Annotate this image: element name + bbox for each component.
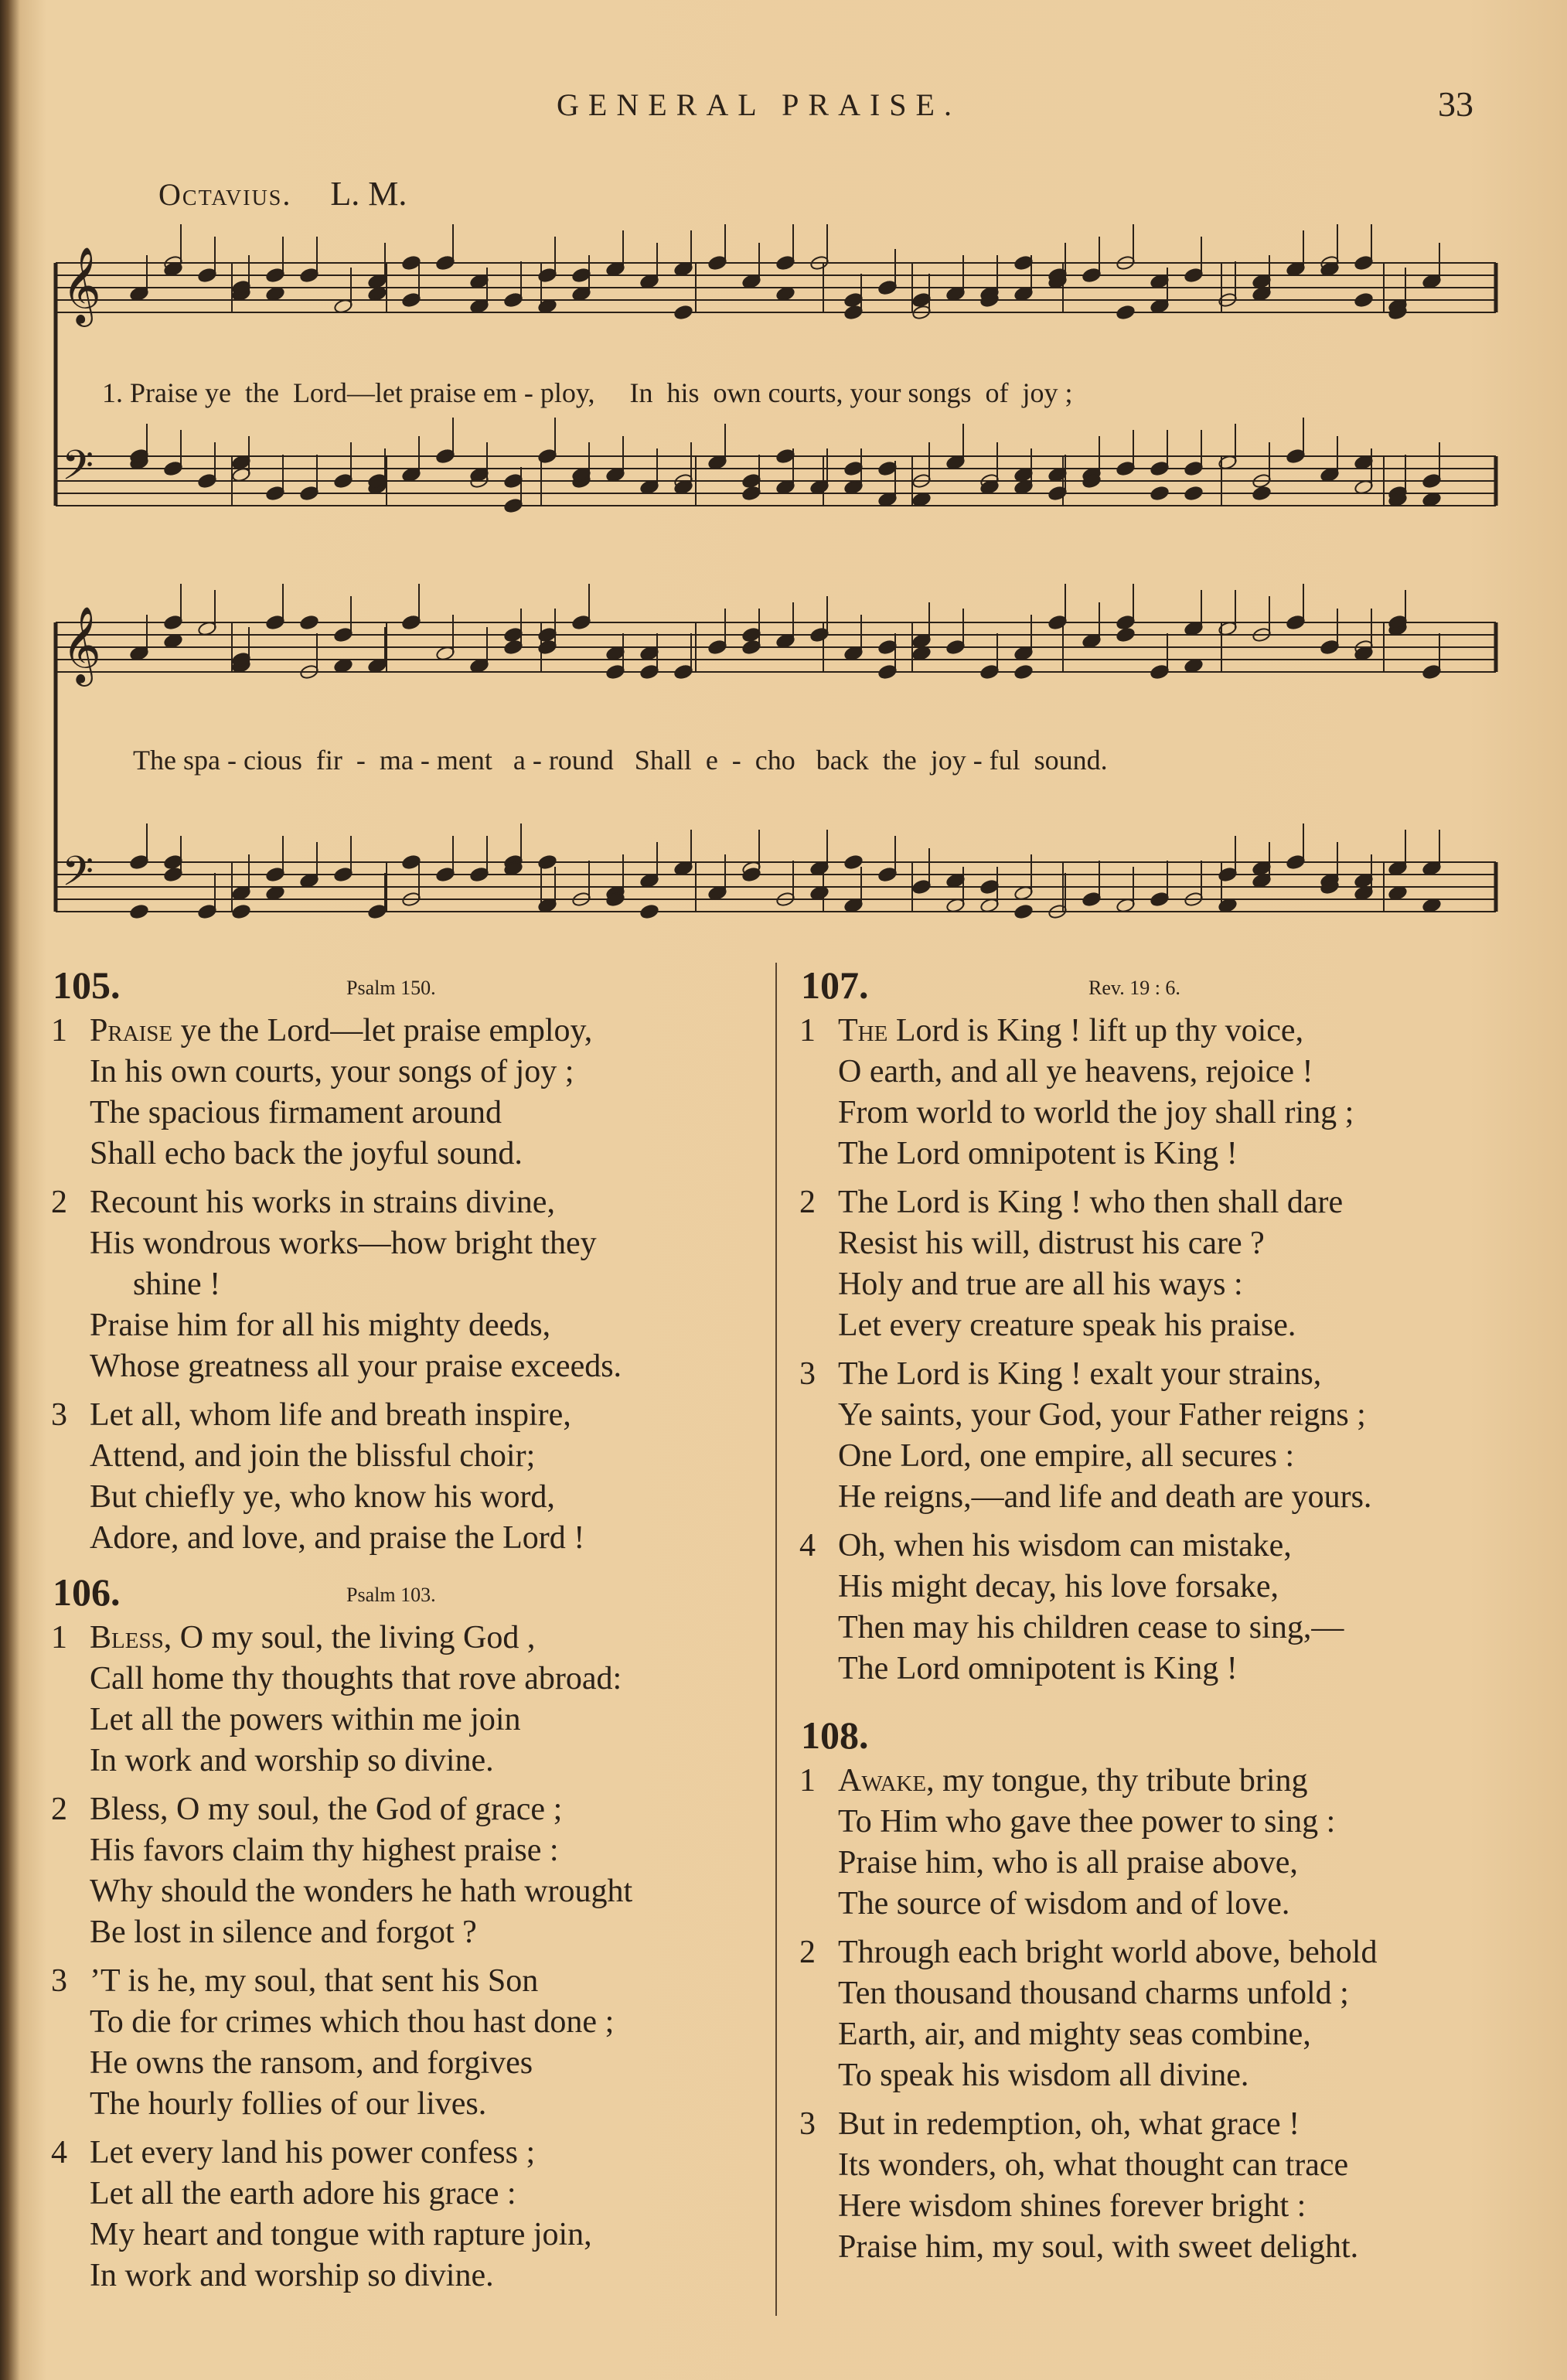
verse-line: Let all the earth adore his grace : xyxy=(90,2176,516,2211)
note-head xyxy=(979,664,999,680)
note-head xyxy=(1116,627,1135,643)
hymn-107 xyxy=(796,963,1515,1690)
note-head xyxy=(1013,664,1033,680)
stanza-number: 1 xyxy=(799,1763,816,1799)
stanza-number: 3 xyxy=(799,2106,816,2142)
verse-line: Let every creature speak his praise. xyxy=(838,1308,1296,1343)
stanza xyxy=(48,1182,767,1387)
note-head xyxy=(877,867,897,883)
note-head xyxy=(707,255,727,271)
hymn-source: Rev. 19 : 6. xyxy=(1088,977,1180,999)
note-head xyxy=(265,486,284,502)
stanza-number: 2 xyxy=(51,1185,67,1220)
note-head xyxy=(197,268,216,284)
note-head xyxy=(265,615,284,631)
note-head xyxy=(265,867,284,883)
verse-line: Its wonders, oh, what thought can trace xyxy=(838,2147,1349,2183)
note-head xyxy=(809,627,829,643)
note-head xyxy=(911,292,931,309)
hymn-number: 108. xyxy=(801,1713,869,1757)
note-head xyxy=(877,461,897,477)
verse-line: Let all, whom life and breath inspire, xyxy=(90,1397,571,1433)
note-head xyxy=(197,473,216,489)
treble-clef-icon: 𝄞 xyxy=(62,606,101,684)
verse-line: But chiefly ye, who know his word, xyxy=(90,1479,555,1515)
note-head xyxy=(503,627,523,643)
note-head xyxy=(843,305,863,321)
verse-line: My heart and tongue with rapture join, xyxy=(90,2217,592,2252)
note-head xyxy=(163,867,182,883)
note-head xyxy=(1150,461,1169,477)
note-head xyxy=(469,867,489,883)
first-word: Bless, xyxy=(90,1620,172,1655)
note-head xyxy=(1184,461,1203,477)
stanza xyxy=(796,1526,1515,1690)
stanza-number: 3 xyxy=(799,1356,816,1392)
verse-line: ’T is he, my soul, that sent his Son xyxy=(90,1963,539,1999)
note-head xyxy=(673,305,693,321)
note-head xyxy=(1422,664,1441,680)
note-head xyxy=(1354,292,1373,309)
verse-line: In his own courts, your songs of joy ; xyxy=(90,1054,574,1089)
verse-line: In work and worship so divine. xyxy=(90,2258,494,2293)
verse-line: Recount his works in strains divine, xyxy=(90,1185,555,1220)
stanza xyxy=(48,1395,767,1559)
note-head xyxy=(435,255,455,271)
note-head xyxy=(979,879,999,895)
stanza-number: 1 xyxy=(51,1013,67,1048)
verse-line: But in redemption, oh, what grace ! xyxy=(838,2106,1300,2142)
note-head xyxy=(129,854,148,871)
note-head xyxy=(1048,486,1067,502)
stanza-number: 1 xyxy=(799,1013,816,1048)
stanza-number: 2 xyxy=(51,1792,67,1827)
verse-line: Let all the powers within me join xyxy=(90,1702,521,1737)
verse-line: His wondrous works—how bright they xyxy=(90,1226,597,1261)
verse-text: O my soul, the living God , xyxy=(179,1620,536,1655)
verse-line: His favors claim thy highest praise : xyxy=(90,1833,559,1868)
note-head xyxy=(1184,486,1203,502)
stanza-number: 1 xyxy=(51,1620,67,1655)
note-head xyxy=(1150,486,1169,502)
hymn-head xyxy=(48,963,767,1011)
note-head xyxy=(911,879,931,895)
note-head xyxy=(741,486,761,502)
note-head xyxy=(163,615,182,631)
right-column xyxy=(796,963,1515,2279)
note-head xyxy=(333,473,353,489)
verse-line: Oh, when his wisdom can mistake, xyxy=(838,1528,1292,1563)
stanza xyxy=(796,1011,1515,1175)
verse-line: The spacious firmament around xyxy=(90,1095,502,1130)
note-head xyxy=(673,664,693,680)
verse-line: Holy and true are all his ways : xyxy=(838,1267,1243,1302)
stanza xyxy=(48,1789,767,1953)
note-head xyxy=(877,664,897,680)
note-head xyxy=(571,615,591,631)
verse-line: Why should the wonders he hath wrought xyxy=(90,1874,633,1909)
note-head xyxy=(367,904,387,920)
verse-line: Be lost in silence and forgot ? xyxy=(90,1915,477,1950)
first-word: Awake, xyxy=(838,1763,935,1799)
hymn-number: 106. xyxy=(53,1570,121,1614)
note-head xyxy=(605,664,625,680)
note-head xyxy=(843,292,863,309)
note-head xyxy=(1116,615,1135,631)
stanza xyxy=(796,1182,1515,1346)
note-head xyxy=(639,904,659,920)
verse-line: He owns the ransom, and forgives xyxy=(90,2045,533,2081)
verse-line: Praise him, who is all praise above, xyxy=(838,1845,1298,1880)
note-head xyxy=(401,854,421,871)
note-head xyxy=(265,268,284,284)
note-head xyxy=(1150,892,1169,908)
note-head xyxy=(129,904,148,920)
verse-text: Lord is King ! lift up thy voice, xyxy=(895,1013,1304,1048)
first-word: The xyxy=(838,1013,888,1048)
note-head xyxy=(1286,448,1305,465)
note-head xyxy=(299,486,319,502)
note-head xyxy=(1252,486,1271,502)
verse-line: Let every land his power confess ; xyxy=(90,2135,536,2170)
note-head xyxy=(571,268,591,284)
stanza-number: 4 xyxy=(799,1528,816,1563)
note-head xyxy=(1150,664,1169,680)
note-head xyxy=(299,268,319,284)
verse-line: Ten thousand thousand charms unfold ; xyxy=(838,1976,1349,2011)
note-head xyxy=(503,498,523,514)
note-head xyxy=(877,280,897,296)
note-head xyxy=(503,473,523,489)
note-head xyxy=(435,867,455,883)
column-divider xyxy=(775,963,777,2316)
note-head xyxy=(843,854,863,871)
verse-line: Through each bright world above, behold xyxy=(838,1935,1378,1970)
hymn-108 xyxy=(796,1713,1515,2268)
stanza xyxy=(796,1761,1515,1925)
hymn-head xyxy=(796,1713,1515,1761)
verse-line: The Lord omnipotent is King ! xyxy=(838,1651,1238,1686)
verse-line: To die for crimes which thou hast done ; xyxy=(90,2004,615,2040)
stanza xyxy=(796,1932,1515,2096)
verse-line: O earth, and all ye heavens, rejoice ! xyxy=(838,1054,1313,1089)
verse-line: Here wisdom shines forever bright : xyxy=(838,2188,1306,2224)
note-head xyxy=(877,639,897,656)
note-head xyxy=(163,854,182,871)
note-head xyxy=(1013,255,1033,271)
verse-line: Adore, and love, and praise the Lord ! xyxy=(90,1520,585,1556)
note-head xyxy=(197,904,216,920)
stanza-number: 2 xyxy=(799,1935,816,1970)
hymn-105 xyxy=(48,963,767,1559)
stanza xyxy=(48,1961,767,2125)
note-head xyxy=(741,639,761,656)
verse-line: The hourly follies of our lives. xyxy=(90,2086,487,2122)
verse-line: Earth, air, and mighty seas combine, xyxy=(838,2017,1311,2052)
notes xyxy=(129,224,1441,919)
note-head xyxy=(1013,904,1033,920)
hymn-number: 107. xyxy=(801,963,869,1007)
verse-line: Resist his will, distrust his care ? xyxy=(838,1226,1265,1261)
note-head xyxy=(401,255,421,271)
note-head xyxy=(1286,854,1305,871)
bass-clef-icon: 𝄢 xyxy=(62,848,94,905)
verse-line xyxy=(48,1618,767,1659)
note-head xyxy=(741,627,761,643)
running-title: GENERAL PRAISE. xyxy=(557,87,961,122)
note-head xyxy=(503,639,523,656)
verse-line: From world to world the joy shall ring ; xyxy=(838,1095,1354,1130)
verse-line: Bless, O my soul, the God of grace ; xyxy=(90,1792,563,1827)
verse-line: The Lord is King ! who then shall dare xyxy=(838,1185,1344,1220)
note-head xyxy=(1116,305,1135,321)
verse-line: Call home thy thoughts that rove abroad: xyxy=(90,1661,622,1696)
note-head xyxy=(299,615,319,631)
tune-meter: L. M. xyxy=(330,175,407,213)
hymn-source: Psalm 103. xyxy=(346,1584,436,1606)
lyrics-line-2: The spa - cious fir - ma - ment a - round Shall e - cho back the joy - ful sound. xyxy=(133,745,1108,776)
note-head xyxy=(333,627,353,643)
note-head xyxy=(1082,892,1101,908)
clefs xyxy=(62,247,101,905)
verse-line: In work and worship so divine. xyxy=(90,1743,494,1778)
music-score xyxy=(0,0,1567,951)
verse-line: shine ! xyxy=(133,1267,221,1302)
verse-line: Whose greatness all your praise exceeds. xyxy=(90,1349,622,1384)
note-head xyxy=(1048,615,1067,631)
stanza xyxy=(48,1011,767,1175)
verse-line xyxy=(796,1011,1515,1052)
verse-line: Attend, and join the blissful choir; xyxy=(90,1438,536,1474)
note-head xyxy=(707,639,727,656)
hymn-head xyxy=(48,1570,767,1618)
stanza-number: 3 xyxy=(51,1963,67,1999)
note-head xyxy=(401,615,421,631)
stanza-number: 3 xyxy=(51,1397,67,1433)
verse-line: He reigns,—and life and death are yours. xyxy=(838,1479,1372,1515)
note-head xyxy=(1184,268,1203,284)
verse-line: One Lord, one empire, all secures : xyxy=(838,1438,1295,1474)
note-head xyxy=(775,448,795,465)
hymn-head xyxy=(796,963,1515,1011)
note-head xyxy=(945,639,965,656)
staff-lines xyxy=(56,263,1496,912)
stanza xyxy=(796,1354,1515,1518)
verse-line: Then may his children cease to sing,— xyxy=(838,1610,1344,1645)
verse-line: Shall echo back the joyful sound. xyxy=(90,1136,523,1171)
note-head xyxy=(1422,473,1441,489)
verse-line: To speak his wisdom all divine. xyxy=(838,2058,1249,2093)
note-head xyxy=(843,461,863,477)
verse-line xyxy=(48,1011,767,1052)
verse-line xyxy=(796,1761,1515,1802)
note-head xyxy=(1320,639,1339,656)
stanza xyxy=(48,2133,767,2296)
tune-name: Octavius. xyxy=(158,177,292,212)
note-head xyxy=(741,473,761,489)
note-head xyxy=(1354,255,1373,271)
note-head xyxy=(163,461,182,477)
note-head xyxy=(503,292,523,309)
first-word: Praise xyxy=(90,1013,173,1048)
note-head xyxy=(639,664,659,680)
hymn-106 xyxy=(48,1570,767,2296)
verse-line: The Lord omnipotent is King ! xyxy=(838,1136,1238,1171)
verse-line: The Lord is King ! exalt your strains, xyxy=(838,1356,1322,1392)
note-head xyxy=(1286,615,1305,631)
hymn-source: Psalm 150. xyxy=(346,977,436,999)
verse-line: His might decay, his love forsake, xyxy=(838,1569,1279,1604)
note-head xyxy=(775,255,795,271)
lyrics-line-1: 1. Praise ye the Lord—let praise em - ploy, In his own courts, your songs of joy ; xyxy=(102,377,1073,408)
bass-clef-icon: 𝄢 xyxy=(62,442,94,500)
treble-clef-icon: 𝄞 xyxy=(62,247,101,324)
note-head xyxy=(333,867,353,883)
note-head xyxy=(435,448,455,465)
note-head xyxy=(401,292,421,309)
stanza xyxy=(796,2104,1515,2268)
verse-line: To Him who gave thee power to sing : xyxy=(838,1804,1336,1840)
hymn-number: 105. xyxy=(53,963,121,1007)
verse-text: my tongue, thy tribute bring xyxy=(942,1763,1308,1799)
verse-line: Ye saints, your God, your Father reigns ; xyxy=(838,1397,1366,1433)
verse-line: The source of wisdom and of love. xyxy=(838,1886,1290,1921)
verse-line: Praise him, my soul, with sweet delight. xyxy=(838,2229,1359,2265)
stanza xyxy=(48,1618,767,1782)
stanza-number: 4 xyxy=(51,2135,67,2170)
verse-line: Praise him for all his mighty deeds, xyxy=(90,1308,551,1343)
note-head xyxy=(231,904,250,920)
note-head xyxy=(1082,268,1101,284)
left-column xyxy=(48,963,767,2307)
verse-text: ye the Lord—let praise employ, xyxy=(180,1013,593,1048)
page-number: 33 xyxy=(1438,84,1473,124)
note-head xyxy=(1116,461,1135,477)
stanza-number: 2 xyxy=(799,1185,816,1220)
